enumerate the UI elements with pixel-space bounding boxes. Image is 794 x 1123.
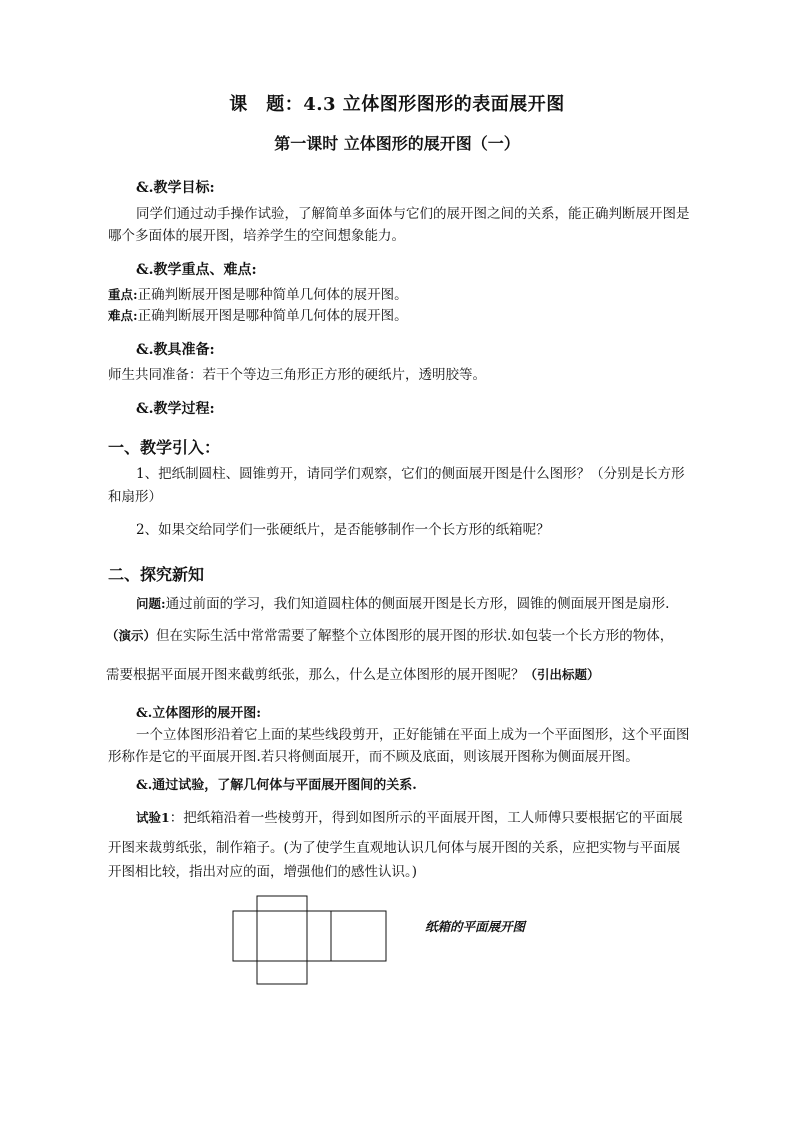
line-3-tag: （引出标题） xyxy=(524,667,600,682)
net-face-left xyxy=(233,911,257,961)
net-face-far-right xyxy=(331,911,386,961)
definition-line-2: 形称作是它的平面展开图.若只将侧面展开，而不顾及底面，则该展开图称为侧面展开图。 xyxy=(108,749,639,765)
intro-heading: 一、教学引入： xyxy=(108,438,221,457)
focus-key-label: 重点: xyxy=(108,287,138,302)
intro-item-1-line-1: 1、把纸制圆柱、圆锥剪开，请同学们观察，它们的侧面展开图是什么图形？（分别是长方形 xyxy=(136,466,685,482)
experiment-1-text: ：把纸箱沿着一些棱剪开，得到如图所示的平面展开图，工人师傅只要根据它的平面展 xyxy=(169,810,683,826)
goals-line-2: 哪个多面体的展开图，培养学生的空间想象能力。 xyxy=(108,228,405,244)
experiment-1-line-1 xyxy=(136,807,683,829)
net-face-right xyxy=(307,911,331,961)
explore-demo-line xyxy=(106,625,673,647)
net-face-center xyxy=(257,911,307,961)
explore-line-3 xyxy=(106,664,600,686)
intro-item-2: 2、如果交给同学们一张硬纸片，是否能够制作一个长方形的纸箱呢？ xyxy=(136,522,550,538)
question-label: 问题: xyxy=(136,596,166,611)
experiment-1-line-3: 开图相比较，指出对应的面，增强他们的感性认识。) xyxy=(108,864,418,880)
page-subtitle: 第一课时 立体图形的展开图（一） xyxy=(274,134,520,153)
focus-hard-line xyxy=(108,305,408,327)
experiment-1-line-2: 开图来裁剪纸张，制作箱子。(为了使学生直观地认识几何体与展开图的关系，应把实物与平面展 xyxy=(108,840,681,856)
explore-heading: 二、探究新知 xyxy=(108,565,205,584)
experiment-heading: &.通过试验，了解几何体与平面展开图间的关系. xyxy=(136,778,417,793)
demo-label: （演示） xyxy=(106,628,157,643)
focus-key-line xyxy=(108,284,408,306)
goals-line-1: 同学们通过动手操作试验，了解简单多面体与它们的展开图之间的关系，能正确判断展开图是 xyxy=(136,206,690,222)
line-3-text: 需要根据平面展开图来截剪纸张，那么，什么是立体图形的展开图呢？ xyxy=(106,667,525,683)
box-net-figure xyxy=(230,893,390,988)
experiment-1-label: 试验1 xyxy=(136,810,170,825)
question-text: 通过前面的学习，我们知道圆柱体的侧面展开图是长方形，圆锥的侧面展开图是扇形. xyxy=(165,596,670,612)
page-title: 课 题：4.3 立体图形图形的表面展开图 xyxy=(229,94,565,115)
intro-item-1-line-2: 和扇形） xyxy=(108,489,162,505)
focus-hard-text: 正确判断展开图是哪种简单几何体的展开图。 xyxy=(137,308,408,324)
process-heading: &.教学过程: xyxy=(136,401,215,417)
goals-heading: &.教学目标: xyxy=(136,180,215,196)
net-face-bottom xyxy=(257,961,307,984)
figure-caption: 纸箱的平面展开图 xyxy=(425,919,526,934)
demo-text: 但在实际生活中常常需要了解整个立体图形的展开图的形状.如包装一个长方形的物体， xyxy=(156,628,674,644)
focus-key-text: 正确判断展开图是哪种简单几何体的展开图。 xyxy=(137,287,408,303)
definition-line-1: 一个立体图形沿着它上面的某些线段剪开，正好能铺在平面上成为一个平面图形，这个平面图 xyxy=(136,727,690,743)
focus-heading: &.教学重点、难点: xyxy=(136,262,257,278)
definition-heading: &.立体图形的展开图: xyxy=(136,706,262,721)
focus-hard-label: 难点: xyxy=(108,308,138,323)
tools-text: 师生共同准备：若干个等边三角形正方形的硬纸片，透明胶等。 xyxy=(108,367,486,383)
net-face-top xyxy=(257,896,307,911)
tools-heading: &.教具准备: xyxy=(136,342,215,358)
explore-question-line xyxy=(136,593,669,615)
